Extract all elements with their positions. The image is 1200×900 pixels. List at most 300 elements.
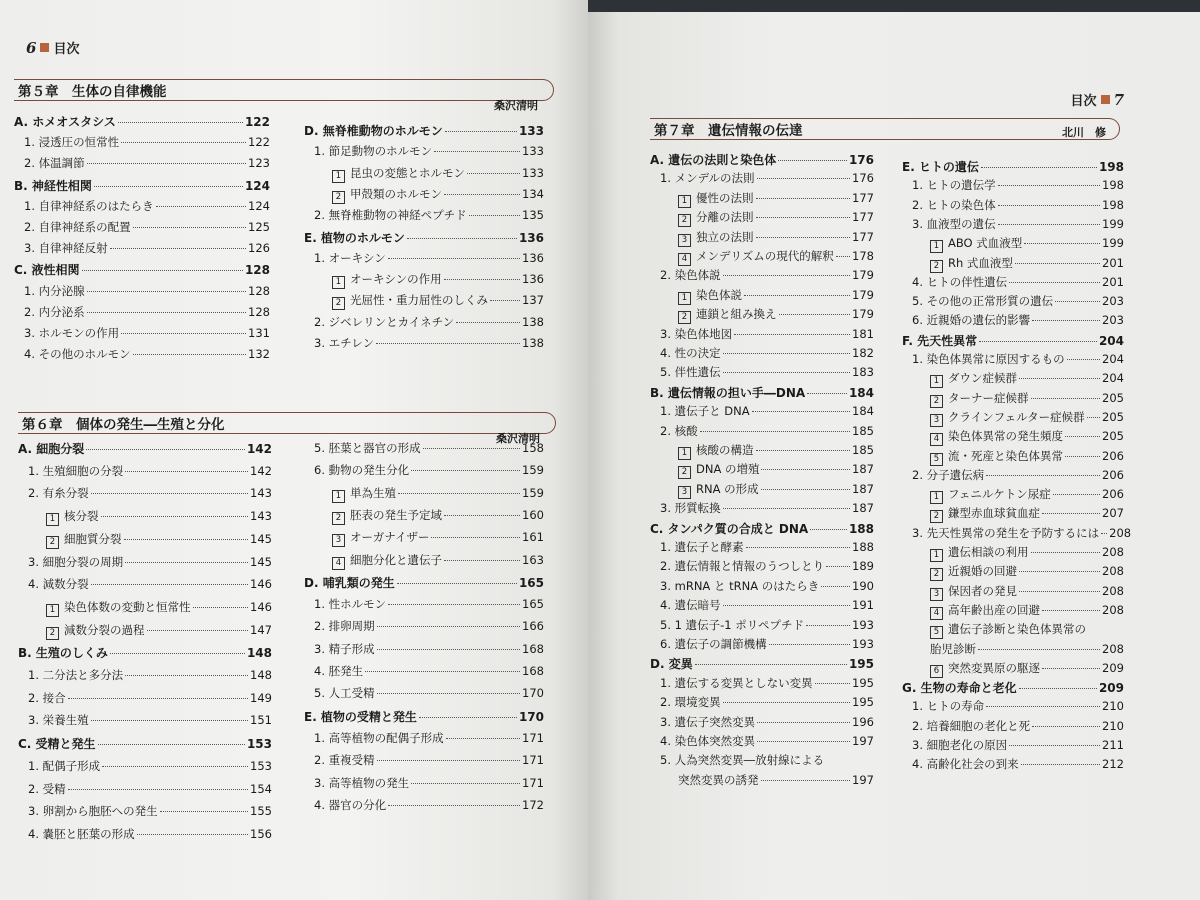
dot-leader (744, 295, 850, 296)
toc-entry-label (332, 292, 488, 310)
toc-entry-label (28, 758, 100, 774)
toc-entry-label (660, 539, 744, 555)
toc-entry-label (660, 267, 721, 283)
toc-page-number: 181 (852, 326, 874, 341)
toc-page-number: 159 (522, 485, 544, 500)
toc-entry-label (678, 248, 834, 266)
toc-entry-text: A. 細胞分裂 (18, 442, 85, 456)
toc-entry-text: 5. 胚葉と器官の形成 (314, 441, 421, 455)
toc-entry-label (912, 177, 996, 193)
toc-entry-label (660, 675, 813, 691)
toc-entry-text: 3. mRNA と tRNA のはたらき (660, 578, 820, 593)
toc-entry-text: 1. 内分泌腺 (24, 283, 85, 298)
dot-leader (1019, 571, 1100, 572)
toc-entry-label (660, 617, 804, 633)
toc-page-number: 131 (248, 326, 270, 340)
toc-entry-text: 細胞質分裂 (64, 531, 122, 546)
numbered-box: 2 (678, 466, 691, 479)
toc-entry-label (28, 803, 158, 819)
toc-entry-text: 胚表の発生予定域 (350, 507, 442, 522)
dot-leader (1024, 243, 1100, 244)
toc-entry (18, 622, 272, 644)
dot-leader (118, 122, 243, 123)
toc-entry (304, 440, 544, 462)
dot-leader (91, 720, 248, 721)
square-bullet-icon (1101, 95, 1110, 104)
numbered-box: 2 (332, 512, 345, 525)
dot-leader (377, 693, 520, 694)
toc-page-number: 210 (1102, 718, 1124, 733)
toc-entry-label (46, 531, 122, 549)
toc-entry-text: 3. 自律神経反射 (24, 241, 108, 256)
toc-page-number: 125 (248, 220, 270, 234)
toc-entry-label (314, 143, 432, 159)
left-running-header (26, 38, 79, 57)
dot-leader (986, 475, 1100, 476)
dot-leader (761, 780, 851, 781)
toc-entry-text: 2. 受精 (28, 781, 66, 796)
toc-entry (18, 644, 272, 666)
toc-page-number: 204 (1102, 352, 1124, 366)
numbered-box: 1 (930, 375, 943, 388)
toc-entry-text: C. タンパク質の合成と DNA (650, 521, 809, 536)
dot-leader (756, 450, 851, 451)
toc-page-number: 193 (852, 617, 874, 632)
toc-entry-text: 4. 高齢化社会の到来 (912, 757, 1019, 772)
toc-entry-label (930, 641, 976, 657)
chapter-7 (650, 118, 1132, 818)
toc-page-number: 176 (852, 171, 874, 186)
toc-page-number: 206 (1102, 467, 1124, 482)
toc-entry-label (24, 346, 131, 362)
dot-leader (87, 163, 246, 164)
dot-leader (778, 160, 847, 161)
chapter-title-bar (18, 412, 556, 434)
dot-leader (377, 626, 520, 627)
dot-leader (446, 738, 520, 739)
toc-entry-text: 4. ヒトの伴性遺伝 (912, 274, 1008, 289)
toc-entry-text: 2. 重複受精 (314, 753, 375, 768)
toc-page-number: 197 (852, 772, 874, 787)
numbered-box: 2 (930, 568, 943, 581)
dot-leader (1053, 494, 1100, 495)
dot-leader (456, 322, 520, 323)
dot-leader (757, 178, 850, 179)
toc-page-number: 126 (248, 241, 270, 256)
toc-page-number: 153 (246, 737, 272, 752)
dot-leader (1019, 688, 1097, 689)
toc-page-number: 199 (1102, 216, 1124, 231)
toc-entry-label (46, 508, 99, 526)
toc-page-number: 165 (518, 575, 544, 590)
dot-leader (110, 248, 246, 249)
toc-entry-text: 1. オーキシン (314, 250, 386, 265)
dot-leader (490, 300, 520, 301)
toc-entry (304, 229, 544, 251)
toc-entry-text: 6. 近親婚の遺伝的影響 (912, 313, 1031, 328)
toc-entry-label (660, 636, 767, 652)
toc-entry-text: D. 変異 (650, 657, 693, 672)
toc-entry (18, 440, 272, 462)
toc-entry-text: 3. 形質転換 (660, 501, 721, 516)
toc-page-number: 122 (248, 135, 270, 150)
toc-entry-text: 5. 伴性遺伝 (660, 365, 721, 380)
toc-entry-label (28, 667, 123, 683)
toc-page-number: 198 (1102, 178, 1124, 193)
toc-page-number: 133 (518, 124, 544, 138)
toc-entry-text: 単為生殖 (350, 485, 396, 500)
toc-page-number: 208 (1102, 545, 1124, 559)
toc-page-number: 170 (518, 709, 544, 724)
toc-entry-label (314, 618, 375, 634)
toc-page-number: 160 (522, 507, 544, 522)
toc-entry-label (660, 694, 721, 710)
dot-leader (807, 393, 847, 394)
toc-entry-label (930, 486, 1051, 504)
toc-entry-label (660, 500, 721, 516)
toc-entry-text: 光屈性・重力屈性のしくみ (350, 293, 488, 308)
toc-page-number: 209 (1102, 660, 1124, 675)
toc-entry-label (902, 158, 979, 175)
toc-entry-text: 突然変異の誘発 (678, 772, 759, 787)
dot-leader (998, 185, 1100, 186)
toc-entry-text: 1. 自律神経系のはたらき (24, 198, 154, 213)
left-page-number: 6 (26, 38, 37, 57)
toc-entry (18, 554, 272, 576)
dot-leader (388, 258, 520, 259)
toc-page-number: 148 (246, 646, 272, 661)
toc-entry-label (912, 197, 996, 213)
toc-entry-label (28, 576, 89, 592)
toc-entry (304, 752, 544, 774)
numbered-box: 1 (678, 292, 691, 305)
toc-entry-text: 5. その他の正常形質の遺伝 (912, 294, 1054, 309)
toc-page-number: 204 (1098, 333, 1124, 348)
toc-column (650, 151, 874, 811)
toc-entry (304, 685, 544, 707)
dot-leader (156, 206, 246, 207)
numbered-box: 2 (46, 536, 59, 549)
toc-entry-text: 染色体異常の発生頻度 (948, 429, 1063, 444)
toc-entry-label (678, 190, 754, 208)
toc-entry-label (332, 529, 429, 547)
dot-leader (137, 834, 248, 835)
toc-page-number: 205 (1102, 409, 1124, 424)
toc-entry-text: ダウン症候群 (948, 371, 1017, 386)
toc-page-number: 187 (852, 462, 874, 477)
toc-entry (304, 335, 544, 357)
toc-entry-text: 1. 配偶子形成 (28, 758, 101, 773)
toc-page-number: 195 (852, 695, 874, 710)
chapter-6 (18, 412, 556, 852)
toc-entry-label (314, 596, 386, 612)
toc-page-number: 212 (1102, 757, 1124, 772)
toc-page-number: 188 (852, 540, 874, 554)
toc-entry (304, 596, 544, 618)
toc-entry-label (660, 403, 750, 419)
toc-entry (18, 781, 272, 803)
toc-entry-text: 優性の法則 (696, 190, 754, 205)
toc-entry (18, 803, 272, 825)
dot-leader (1042, 668, 1100, 669)
toc-entry-label (678, 287, 742, 305)
toc-page-number: 136 (518, 230, 544, 245)
toc-entry-label (314, 730, 444, 746)
toc-entry-label (314, 685, 375, 701)
toc-entry-text: 3. エチレン (314, 336, 375, 350)
toc-entry (18, 531, 272, 553)
toc-entry-label (24, 198, 154, 214)
dot-leader (1101, 533, 1107, 534)
right-header-label: 目次 (1070, 94, 1097, 109)
toc-entry-label (314, 641, 375, 657)
toc-entry-label (18, 735, 96, 752)
numbered-box: 2 (678, 311, 691, 324)
toc-page-number: 159 (522, 463, 544, 478)
numbered-box: 2 (332, 191, 345, 204)
toc-entry-label (912, 312, 1030, 328)
toc-entry-text: ABO 式血液型 (948, 236, 1023, 251)
toc-page-number: 145 (250, 554, 272, 569)
dot-leader (723, 353, 850, 354)
dot-leader (1042, 610, 1100, 611)
toc-entry-label (660, 326, 732, 342)
toc-entry (304, 507, 544, 529)
toc-entry-text: 4. 性の決定 (660, 346, 721, 360)
toc-entry-text: 1. メンデルの法則 (660, 171, 755, 186)
dot-leader (723, 605, 850, 606)
numbered-box: 1 (46, 604, 59, 617)
toc-entry (18, 576, 272, 598)
dot-leader (826, 566, 850, 567)
toc-entry-text: 遺伝子診断と染色体異常の (948, 622, 1086, 637)
dot-leader (723, 372, 850, 373)
toc-entry (304, 165, 544, 187)
toc-entry-text: 2. 体温調節 (24, 156, 85, 171)
toc-entry-label (314, 335, 374, 351)
toc-entry-label (660, 714, 755, 730)
toc-page-number: 187 (852, 501, 874, 516)
toc-entry-label (930, 370, 1017, 388)
dot-leader (836, 256, 850, 257)
dot-leader (121, 142, 246, 143)
numbered-box: 1 (678, 195, 691, 208)
dot-leader (756, 217, 851, 218)
toc-page-number: 122 (244, 115, 270, 129)
toc-page-number: 168 (522, 641, 544, 656)
toc-entry-label (314, 250, 386, 266)
toc-entry-text: 1. 染色体異常に原因するもの (912, 352, 1065, 366)
toc-page-number: 123 (248, 156, 270, 171)
toc-entry-label (332, 552, 442, 570)
toc-entry-text: フェニルケトン尿症 (948, 487, 1051, 502)
toc-entry-label (678, 306, 777, 324)
toc-page-number: 203 (1102, 313, 1124, 328)
toc-page-number: 198 (1098, 160, 1124, 174)
dot-leader (746, 547, 850, 548)
toc-entry (304, 271, 544, 293)
numbered-box: 1 (930, 491, 943, 504)
numbered-box: 4 (930, 607, 943, 620)
dot-leader (376, 343, 520, 344)
toc-entry-text: 独立の法則 (696, 229, 754, 244)
toc-entry (18, 826, 272, 848)
toc-page-number: 136 (522, 250, 544, 265)
toc-entry-text: 1. 性ホルモン (314, 597, 387, 612)
dot-leader (444, 194, 520, 195)
toc-entry-text: 3. 遺伝子突然変異 (660, 714, 756, 729)
toc-entry-label (930, 409, 1085, 427)
toc-page-number: 179 (852, 307, 874, 322)
dot-leader (133, 227, 246, 228)
toc-entry-text: 2. 無脊椎動物の神経ペプチド (314, 208, 467, 223)
toc-entry-label (678, 442, 754, 460)
toc-entry-label (28, 781, 66, 797)
toc-entry-text: B. 神経性相関 (14, 178, 92, 193)
toc-entry-text: 近親婚の回避 (948, 564, 1017, 579)
toc-entry-text: DNA の増殖 (696, 462, 760, 477)
toc-entry-label (660, 345, 721, 361)
toc-entry-text: D. 哺乳類の発生 (304, 575, 395, 590)
toc-entry-label (314, 440, 421, 456)
dot-leader (365, 671, 520, 672)
toc-entry-label (24, 134, 119, 150)
toc-entry (18, 712, 272, 734)
toc-entry-label (678, 461, 759, 479)
toc-entry (304, 250, 544, 272)
dot-leader (411, 783, 520, 784)
toc-entry-text: 5. 人為突然変異―放射線による (660, 753, 825, 768)
numbered-box: 2 (930, 510, 943, 523)
toc-entry-text: 1. 浸透圧の恒常性 (24, 135, 120, 150)
dot-leader (810, 529, 847, 530)
dot-leader (979, 341, 1097, 342)
toc-entry (14, 219, 270, 241)
dot-leader (1055, 301, 1100, 302)
toc-entry (304, 663, 544, 685)
toc-entry-label (14, 113, 116, 130)
dot-leader (133, 354, 246, 355)
toc-page-number: 208 (1102, 602, 1124, 617)
toc-entry-label (912, 756, 1019, 772)
dot-leader (1065, 436, 1100, 437)
numbered-box: 1 (332, 170, 345, 183)
numbered-box: 3 (930, 414, 943, 427)
toc-entry-label (660, 558, 824, 574)
toc-page-number: 153 (250, 758, 272, 773)
dot-leader (91, 493, 248, 494)
toc-entry-text: 3. 栄養生殖 (28, 713, 89, 728)
toc-entry (14, 325, 270, 347)
toc-page-number: 133 (522, 165, 544, 180)
toc-entry-text: オーキシンの作用 (350, 272, 442, 287)
toc-entry-label (24, 304, 85, 320)
toc-entry-text: 2. 環境変異 (660, 695, 721, 710)
toc-entry-text: 3. 精子形成 (314, 641, 375, 656)
numbered-box: 1 (46, 513, 59, 526)
toc-page-number: 198 (1102, 197, 1124, 212)
toc-entry-label (930, 544, 1029, 562)
dot-leader (1065, 456, 1100, 457)
toc-entry-text: G. 生物の寿命と老化 (902, 681, 1017, 696)
toc-entry-label (912, 718, 1030, 734)
dot-leader (445, 131, 517, 132)
dot-leader (986, 706, 1100, 707)
toc-entry-label (332, 507, 442, 525)
dot-leader (377, 760, 520, 761)
toc-entry-text: 3. 細胞老化の原因 (912, 738, 1008, 752)
toc-page-number: 208 (1102, 583, 1124, 598)
toc-entry-text: B. 生殖のしくみ (18, 646, 108, 661)
chapter-title: 第６章 個体の発生―生殖と分化 (22, 417, 225, 433)
dot-leader (444, 279, 520, 280)
toc-entry-label (28, 463, 123, 479)
toc-column (304, 440, 544, 850)
toc-entry-text: 4. 減数分裂 (28, 577, 89, 592)
dot-leader (121, 333, 246, 334)
toc-page-number: 207 (1102, 506, 1124, 521)
toc-entry-label (46, 599, 191, 617)
toc-entry-text: 3. 卵割から胞胚への発生 (28, 804, 158, 819)
dot-leader (125, 675, 248, 676)
toc-entry-text: B. 遺伝情報の担い手―DNA (650, 385, 806, 400)
toc-entry-label (912, 525, 1099, 541)
toc-entry-text: メンデリズムの現代的解釈 (696, 249, 834, 263)
dot-leader (998, 205, 1100, 206)
toc-page-number: 203 (1102, 294, 1124, 309)
numbered-box: 2 (930, 395, 943, 408)
dot-leader (761, 469, 850, 470)
dot-leader (94, 186, 243, 187)
toc-entry-label (902, 332, 977, 349)
dot-leader (769, 644, 850, 645)
toc-entry-label (930, 660, 1040, 678)
toc-entry-text: A. ホメオスタシス (14, 115, 116, 129)
dot-leader (779, 314, 851, 315)
toc-entry-label (28, 826, 135, 842)
toc-entry-label (332, 271, 442, 289)
toc-entry-text: 3. 先天性異常の発生を予防するには (912, 525, 1100, 540)
toc-entry (14, 113, 270, 135)
dot-leader (82, 270, 243, 271)
numbered-box: 1 (332, 490, 345, 503)
toc-page-number: 185 (852, 443, 874, 457)
toc-entry-label (18, 644, 108, 661)
dot-leader (98, 744, 245, 745)
dot-leader (1031, 552, 1101, 553)
toc-entry-text: 4. 染色体突然変異 (660, 734, 756, 748)
toc-entry-text: 4. 嚢胚と胚葉の形成 (28, 826, 135, 841)
chapter-author: 桑沢清明 (494, 99, 538, 112)
toc-page-number: 155 (250, 804, 272, 819)
toc-entry-label (930, 255, 1013, 273)
toc-page-number: 147 (250, 622, 272, 637)
toc-entry (18, 463, 272, 485)
numbered-box: 1 (930, 240, 943, 253)
toc-entry-text: 4. その他のホルモン (24, 347, 131, 362)
toc-page-number: 201 (1102, 274, 1124, 289)
toc-entry-text: 核酸の構造 (696, 443, 754, 457)
toc-entry (304, 186, 544, 208)
dot-leader (469, 215, 520, 216)
dot-leader (431, 537, 520, 538)
toc-page-number: 195 (852, 675, 874, 690)
toc-entry-text: A. 遺伝の法則と染色体 (650, 153, 777, 167)
toc-entry-label (46, 622, 145, 640)
dot-leader (102, 766, 248, 767)
toc-entry-text: 1. 遺伝子と酵素 (660, 540, 744, 554)
toc-entry-label (660, 752, 824, 768)
